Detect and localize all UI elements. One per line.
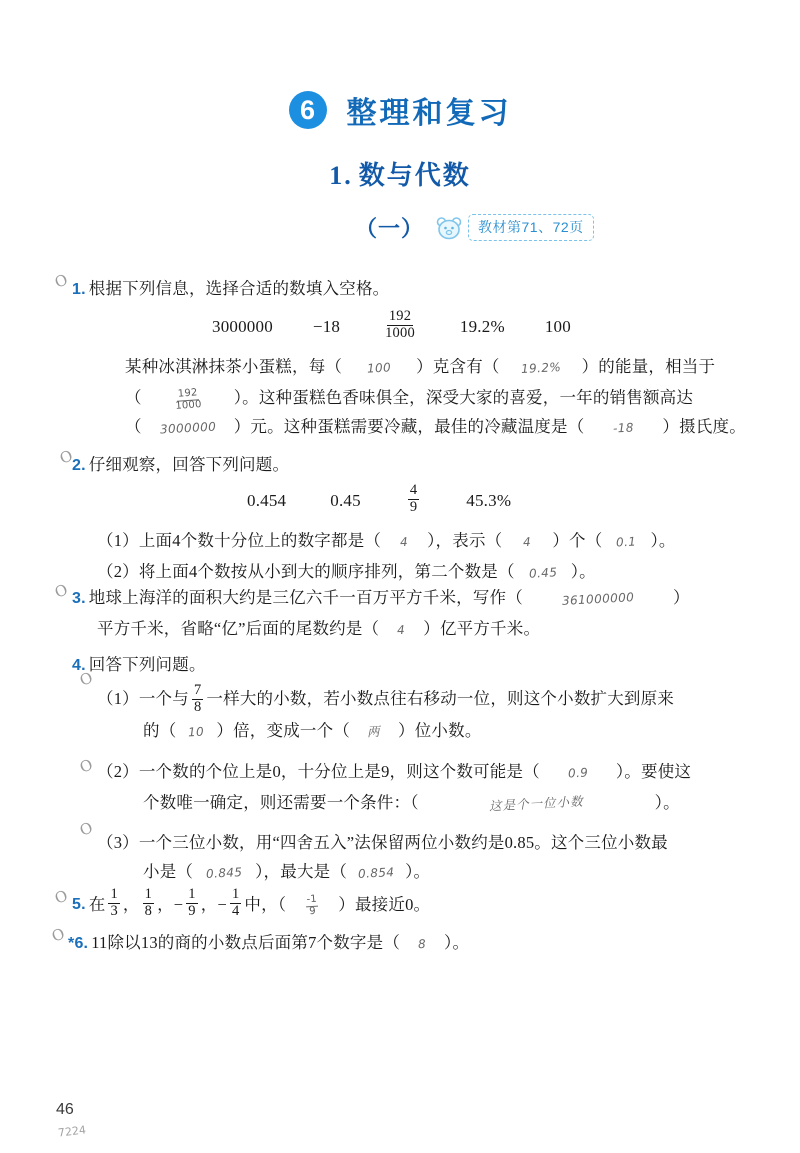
margin-check-mark: O [77, 818, 96, 840]
question-1-number: 1. [72, 281, 86, 298]
choice-value: 100 [544, 316, 571, 336]
choice-fraction [408, 483, 419, 515]
margin-check-mark: O [77, 755, 96, 777]
body-text: ）摄氏度。 [662, 417, 746, 437]
fraction-numerator: 1 [231, 886, 240, 902]
comma: ， [122, 894, 140, 914]
margin-check-mark: O [52, 270, 71, 292]
question-3 [72, 583, 772, 645]
handwritten-answer: 10 [187, 724, 205, 740]
fraction-denominator: 8 [144, 902, 153, 919]
body-text: 将上面4个数按从小到大的顺序排列，第二个数是（ [138, 562, 515, 582]
body-text: 在 [88, 894, 106, 914]
handwritten-answer: 0.854 [357, 865, 395, 882]
chapter-heading [0, 88, 800, 132]
section-number: 1. [329, 161, 353, 190]
body-text: ）个（ [552, 531, 603, 551]
fraction-denominator: 9 [409, 498, 418, 515]
handwritten-answer: 0.845 [205, 865, 243, 882]
fraction-numerator: 192 [388, 308, 412, 324]
question-2-stem [72, 450, 772, 480]
sub-label: （3） [97, 833, 139, 853]
answer-blank[interactable] [540, 757, 616, 788]
handwritten-answer-fraction [174, 388, 202, 412]
question-1-body-line-2 [72, 383, 772, 412]
question-4-sub-1-line-2 [72, 716, 772, 747]
fraction-numerator: 1 [144, 886, 153, 902]
handwritten-answer: 4 [399, 535, 409, 550]
body-text: 某种冰淇淋抹茶小蛋糕，每（ [125, 357, 343, 377]
reference-chip [436, 214, 594, 241]
section-title: 数与代数 [358, 161, 471, 190]
sub-label: （2） [97, 562, 139, 582]
body-text: 一个与 [138, 689, 189, 708]
hw-fraction-sign: - [306, 894, 311, 906]
body-text: 一个数的个位上是0，十分位上是9，则这个数可能是（ [138, 762, 540, 782]
answer-blank[interactable] [176, 716, 216, 747]
fraction-denominator: 4 [231, 902, 240, 919]
margin-check-mark: O [52, 580, 71, 602]
question-3-number: 3. [72, 590, 86, 607]
choice-fraction [186, 887, 197, 919]
page-number: 46 [56, 1101, 74, 1118]
handwritten-answer: 0.45 [528, 565, 558, 582]
fraction-denominator: 1000 [385, 324, 415, 341]
answer-blank-4[interactable] [142, 412, 234, 443]
question-2 [72, 450, 772, 588]
choice-fraction [230, 887, 241, 919]
answer-blank[interactable] [523, 583, 673, 614]
answer-blank[interactable] [379, 614, 423, 645]
body-text: ）。这种蛋糕色香味俱全，深受大家的喜爱，一年的销售额高达 [233, 388, 694, 408]
choice-value: 0.45 [330, 490, 361, 510]
handwritten-answer: 19.2% [520, 360, 561, 377]
body-text: 地球上海洋的面积大约是三亿六千一百万平方千米，写作（ [88, 588, 523, 607]
answer-blank[interactable] [381, 526, 427, 557]
body-text: ）位小数。 [398, 721, 482, 741]
question-4-sub-1-line-1 [72, 684, 772, 716]
question-5-line [72, 888, 772, 920]
hw-fraction-denominator: 9 [308, 905, 317, 917]
subsection-heading [355, 212, 594, 243]
question-3-line-2 [72, 614, 772, 645]
body-text: ）的能量，相当于 [581, 357, 716, 377]
question-5-number: 5. [72, 895, 86, 913]
handwritten-answer: 8 [417, 936, 427, 952]
answer-blank[interactable] [350, 716, 398, 746]
body-text: ），最大是（ [255, 862, 348, 882]
question-4-sub-3-line-2 [72, 857, 772, 888]
question-1-stem-text: 根据下列信息，选择合适的数填入空格。 [88, 279, 390, 298]
body-text: 小是（ [143, 862, 194, 882]
inline-fraction [192, 683, 203, 715]
margin-check-mark: O [57, 446, 76, 468]
body-text: 平方千米，省略“亿”后面的尾数约是（ [97, 619, 380, 638]
handwritten-answer: 这是个一位小数 [489, 793, 585, 814]
body-text: 个数唯一确定，则还需要一个条件：（ [143, 793, 419, 813]
margin-check-mark: O [52, 886, 71, 908]
footer-handwritten-scribble: 7224 [57, 1123, 87, 1140]
subsection-label: （一） [355, 216, 425, 241]
sub-label: （1） [97, 689, 139, 708]
hw-fraction-numerator: 192 [177, 386, 198, 400]
choice-value: 3000000 [212, 316, 273, 336]
body-text: 一个三位小数，用“四舍五入”法保留两位小数约是0.85。这个三位小数最 [138, 833, 668, 853]
choice-fraction [143, 887, 154, 919]
answer-blank[interactable] [193, 857, 255, 888]
sub-label: （1） [97, 531, 139, 551]
body-text: ） [672, 588, 690, 607]
hw-fraction-denominator: 1000 [174, 398, 202, 411]
choice-value: 19.2% [459, 316, 505, 336]
answer-blank[interactable] [502, 526, 552, 557]
body-text: ）。 [654, 793, 680, 813]
body-text: ）最接近0。 [338, 894, 431, 914]
answer-blank-3[interactable] [142, 383, 234, 412]
chapter-title: 整理和复习 [346, 97, 512, 130]
body-text: ）克含有（ [416, 357, 500, 377]
fraction-denominator: 8 [193, 698, 202, 715]
body-text: ），表示（ [427, 531, 503, 551]
question-4-number: 4. [72, 657, 86, 674]
question-4-sub-2-line-1 [72, 757, 772, 788]
question-1-body-line-1 [72, 352, 772, 383]
question-2-sub-1 [72, 526, 772, 557]
body-text: ）。 [444, 933, 470, 952]
fraction-numerator: 7 [193, 682, 202, 699]
textbook-reference: 教材第71、72页 [468, 214, 594, 241]
body-text: ）。要使这 [615, 762, 692, 782]
answer-blank-2[interactable] [500, 352, 582, 383]
answer-blank[interactable] [286, 890, 338, 919]
body-text: 一样大的小数，若小数点往右移动一位，则这个小数扩大到原来 [206, 689, 675, 708]
choice-value: 0.454 [247, 490, 287, 510]
hw-fraction-num-value: 1 [310, 893, 318, 905]
answer-blank[interactable] [347, 857, 405, 888]
question-4-sub-2-line-2 [72, 788, 772, 818]
handwritten-answer: 4 [396, 622, 406, 638]
handwritten-answer: 两 [366, 724, 382, 740]
section-heading [0, 155, 800, 192]
fraction-sign: − [173, 894, 184, 914]
margin-check-mark: O [49, 924, 68, 946]
answer-blank[interactable] [419, 788, 655, 818]
question-1-body-line-3 [72, 412, 772, 443]
answer-blank[interactable] [400, 928, 444, 959]
body-text: ）倍，变成一个（ [216, 721, 351, 741]
body-text: 中，（ [244, 894, 287, 914]
handwritten-answer-fraction [305, 894, 319, 917]
choice-fraction [383, 309, 417, 341]
question-1-choices [72, 310, 772, 342]
chapter-number-badge: 6 [289, 91, 327, 129]
fraction-denominator: 9 [188, 902, 196, 919]
sub-label: （2） [97, 762, 139, 782]
comma: ， [157, 894, 174, 914]
question-4-stem-text: 回答下列问题。 [88, 655, 206, 674]
body-text: 的（ [143, 721, 177, 741]
handwritten-answer: 100 [366, 360, 392, 376]
fraction-sign: − [217, 894, 227, 914]
question-4-sub-3-line-1 [72, 828, 772, 857]
question-2-stem-text: 仔细观察，回答下列问题。 [88, 455, 290, 474]
question-2-number: 2. [72, 457, 86, 474]
answer-blank-5[interactable] [584, 412, 662, 443]
body-text: （ [125, 388, 142, 408]
body-text: 11除以13的商的小数点后面第7个数字是（ [91, 933, 401, 952]
question-6-number: * 6. [68, 935, 88, 952]
question-2-choices [72, 484, 772, 516]
question-1 [72, 274, 772, 443]
question-5 [72, 888, 772, 920]
question-1-stem [72, 274, 772, 304]
body-text: ）元。这种蛋糕需要冷藏，最佳的冷藏温度是（ [233, 417, 585, 437]
question-4 [72, 650, 772, 888]
answer-blank[interactable] [602, 526, 650, 557]
body-text: 上面4个数十分位上的数字都是（ [138, 531, 382, 551]
choice-fraction [108, 887, 119, 919]
answer-blank-1[interactable] [342, 352, 416, 383]
body-text: （ [125, 417, 142, 437]
fraction-numerator: 4 [409, 482, 418, 498]
body-text: ）。 [405, 862, 431, 882]
bear-icon [436, 216, 462, 240]
fraction-denominator: 3 [110, 902, 118, 919]
question-3-line-1 [72, 583, 772, 614]
body-text: ）亿平方千米。 [423, 619, 541, 638]
choice-value: 45.3% [466, 490, 512, 510]
body-text: ）。 [570, 562, 596, 582]
question-6-line [68, 928, 768, 959]
fraction-numerator: 1 [188, 886, 196, 902]
handwritten-answer: 0.1 [615, 534, 637, 550]
handwritten-answer: 361000000 [561, 590, 635, 608]
fraction-numerator: 1 [110, 886, 118, 902]
question-4-stem [72, 650, 772, 680]
choice-value: −18 [312, 316, 341, 336]
question-6 [68, 928, 768, 959]
handwritten-answer: -18 [612, 420, 635, 436]
handwritten-answer: 4 [522, 535, 532, 550]
handwritten-answer: 0.9 [567, 765, 589, 781]
comma: ， [200, 894, 218, 914]
body-text: ）。 [650, 531, 676, 551]
handwritten-answer: 3000000 [159, 419, 217, 437]
margin-check-mark: O [77, 668, 96, 690]
